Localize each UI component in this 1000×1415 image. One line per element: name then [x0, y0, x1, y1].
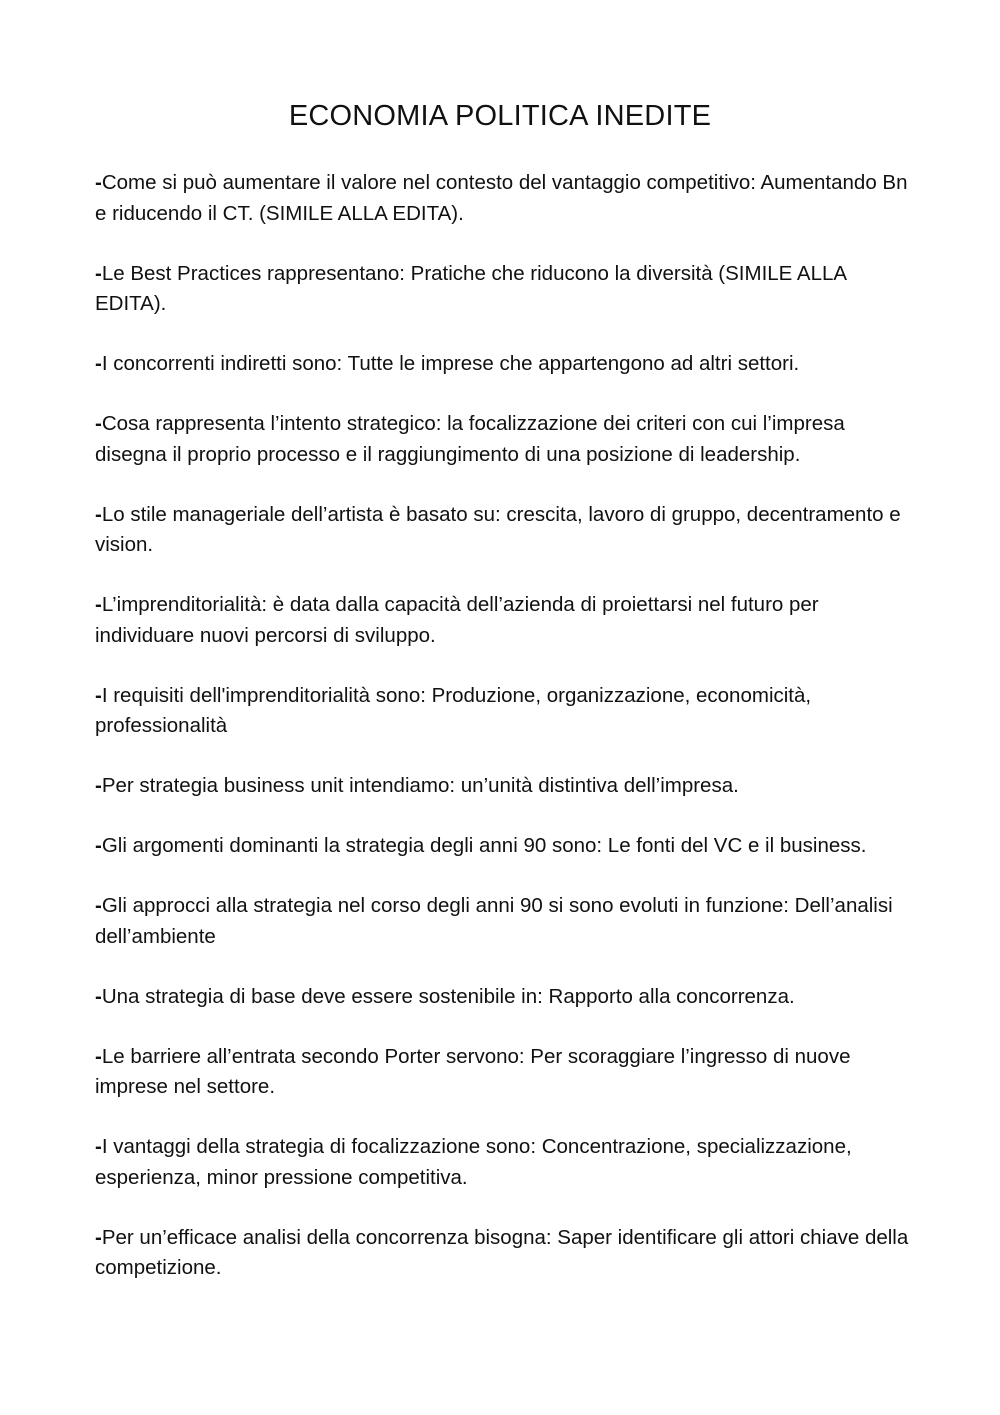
question-item — [95, 409, 915, 470]
item-text: Gli approcci alla strategia nel corso degli anni 90 si sono evoluti in funzione: Dell’analisi dell’ambiente — [95, 894, 893, 948]
question-item — [95, 349, 915, 380]
question-item — [95, 1042, 915, 1103]
item-dash: - — [95, 1135, 102, 1158]
item-dash: - — [95, 984, 102, 1008]
question-item — [95, 982, 915, 1013]
item-dash: - — [95, 261, 102, 285]
item-text: L’imprenditorialità: è data dalla capacità dell’azienda di proiettarsi nel futuro per individuare nuovi percorsi di sviluppo. — [95, 593, 819, 647]
item-dash: - — [95, 593, 102, 616]
item-text: I vantaggi della strategia di focalizzazione sono: Concentrazione, specializzazione, esperienza, minor pressione competitiva. — [95, 1135, 852, 1189]
question-item — [95, 168, 915, 229]
item-dash: - — [95, 774, 102, 797]
document-title: ECONOMIA POLITICA INEDITE — [288, 100, 712, 132]
question-item — [95, 500, 915, 561]
item-dash: - — [95, 1044, 102, 1068]
item-text: Come si può aumentare il valore nel contesto del vantaggio competitivo: Aumentando Bn e riducendo il CT. (SIMILE ALLA EDITA). — [95, 171, 908, 225]
item-dash: - — [95, 834, 102, 857]
question-item — [95, 831, 915, 862]
item-dash: - — [95, 352, 102, 375]
item-dash: - — [95, 171, 102, 194]
item-text: Una strategia di base deve essere sostenibile in: Rapporto alla concorrenza. — [101, 984, 795, 1008]
item-text: Le Best Practices rappresentano: Pratiche che riducono la diversità (SIMILE ALLA EDITA). — [95, 261, 846, 315]
question-item — [95, 771, 915, 802]
question-item — [95, 590, 915, 651]
item-text: Lo stile manageriale dell’artista è basato su: crescita, lavoro di gruppo, decentramento e vision. — [95, 502, 901, 556]
question-list — [95, 168, 915, 1313]
question-item — [95, 259, 915, 320]
item-dash: - — [95, 412, 102, 435]
item-text: I requisiti dell'imprenditorialità sono: Produzione, organizzazione, economicità, professionalità — [95, 683, 812, 737]
question-item — [95, 1223, 915, 1284]
item-dash: - — [95, 683, 102, 707]
item-dash: - — [95, 502, 102, 526]
item-dash: - — [95, 894, 102, 917]
question-item — [95, 1132, 915, 1193]
item-text: I concorrenti indiretti sono: Tutte le imprese che appartengono ad altri settori. — [101, 352, 800, 375]
item-text: Le barriere all’entrata secondo Porter servono: Per scoraggiare l’ingresso di nuove imprese nel settore. — [95, 1044, 851, 1098]
question-item — [95, 891, 915, 952]
item-text: Per strategia business unit intendiamo: un’unità distintiva dell’impresa. — [101, 774, 739, 797]
question-item — [95, 681, 915, 742]
item-text: Gli argomenti dominanti la strategia degli anni 90 sono: Le fonti del VC e il business. — [101, 834, 867, 857]
item-text: Per un’efficace analisi della concorrenza bisogna: Saper identificare gli attori chiave della competizione. — [95, 1225, 909, 1279]
item-text: Cosa rappresenta l’intento strategico: la focalizzazione dei criteri con cui l’impresa disegna il proprio processo e il raggiungimento di una posizione di leadership. — [95, 412, 845, 466]
item-dash: - — [95, 1225, 102, 1249]
